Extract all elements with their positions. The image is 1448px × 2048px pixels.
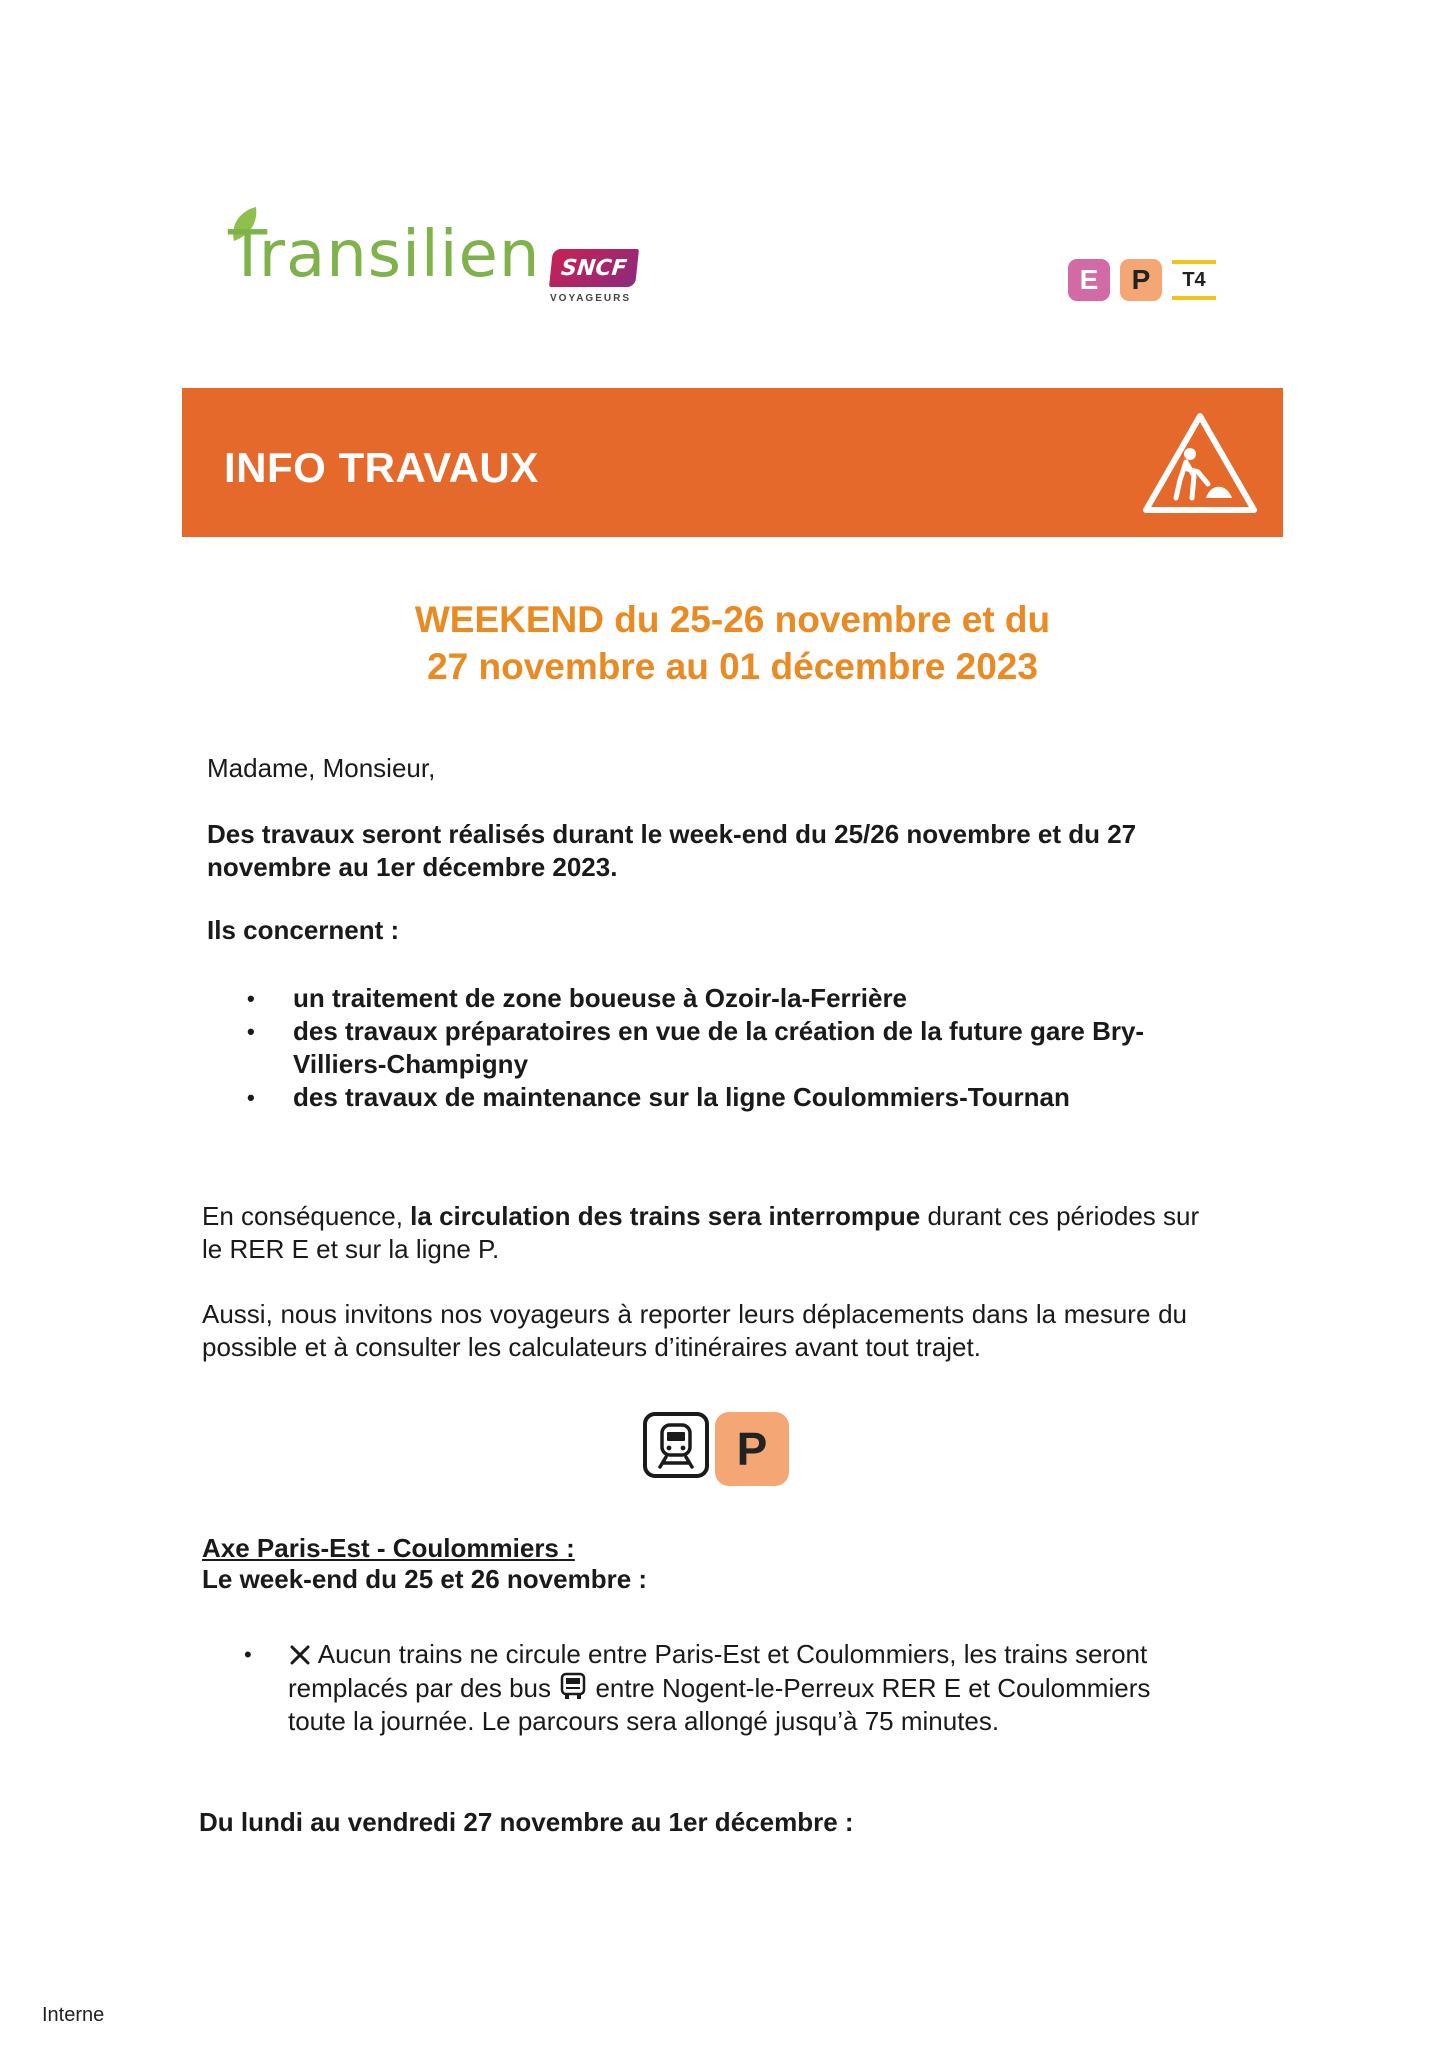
list-item: • des travaux préparatoires en vue de la création de la future gare Bry-Villiers-Champigny: [207, 1015, 1207, 1081]
bus-text-part-1: Aucun trains ne circule entre Paris-Est et Coulommiers, les trains seront remplacés par des bus: [288, 1639, 1148, 1703]
consequence-text-end: durant ces périodes sur le RER E et sur la ligne P.: [202, 1201, 1200, 1264]
headline-line-1: WEEKEND du 25-26 novembre et du: [414, 599, 1051, 640]
line-e-icon: E: [1068, 259, 1110, 301]
headline: [182, 596, 1283, 690]
consequence-paragraph: [202, 1200, 1202, 1266]
roadwork-warning-icon: [1140, 410, 1260, 516]
bus-replacement-item: [202, 1638, 1162, 1738]
intro-paragraph: Des travaux seront réalisés durant le week-end du 25/26 novembre et du 27 novembre au 1er décembre 2023.: [207, 819, 1137, 882]
weekend-subtitle: Le week-end du 25 et 26 novembre :: [202, 1564, 648, 1594]
list-item: • un traitement de zone boueuse à Ozoir-la-Ferrière: [207, 982, 1207, 1015]
bus-icon: [558, 1671, 588, 1701]
axe-title-text: Axe Paris-Est - Coulommiers: [202, 1533, 559, 1563]
list-item: • des travaux de maintenance sur la ligne Coulommiers-Tournan: [207, 1081, 1207, 1114]
advice-paragraph: Aussi, nous invitons nos voyageurs à reporter leurs déplacements dans la mesure du possible et à consulter les calculateurs d’itinéraires avant tout trajet.: [202, 1299, 1187, 1362]
line-icons: [1068, 258, 1216, 302]
line-p-icon: P: [715, 1412, 789, 1486]
weekday-subtitle: Du lundi au vendredi 27 novembre au 1er décembre :: [199, 1807, 854, 1837]
train-icon: [643, 1412, 709, 1478]
mode-icons: [643, 1412, 789, 1486]
logo-wordmark: Transilien: [228, 218, 541, 292]
banner-title: INFO TRAVAUX: [224, 444, 539, 491]
bullet-icon: •: [244, 1642, 252, 1667]
bus-text-part-2: entre Nogent-le-Perreux RER E et Coulommiers toute la journée. Le parcours sera allongé jusqu’à 75 minutes.: [288, 1673, 1151, 1736]
footer-classification-label: Interne: [42, 2004, 105, 2026]
sncf-voyageurs-label: VOYAGEURS: [550, 293, 631, 304]
works-list: [207, 982, 1207, 1114]
close-icon: [288, 1643, 312, 1667]
line-p-icon: P: [1120, 259, 1162, 301]
info-travaux-banner: [182, 388, 1283, 537]
headline-line-2: 27 novembre au 01 décembre 2023: [427, 646, 1038, 687]
concernent-heading: Ils concernent :: [207, 915, 400, 945]
section-axe-title: [202, 1532, 575, 1565]
bus-replacement-text: [288, 1638, 1162, 1738]
axe-title-colon: :: [558, 1533, 575, 1563]
consequence-text-start: En conséquence,: [202, 1201, 411, 1231]
greeting: Madame, Monsieur,: [207, 753, 436, 783]
transilien-logo: [228, 205, 648, 315]
sncf-badge: SNCF: [549, 249, 639, 287]
line-t4-icon: T4: [1172, 260, 1216, 300]
consequence-emphasis: la circulation des trains sera interrompue: [410, 1201, 921, 1231]
